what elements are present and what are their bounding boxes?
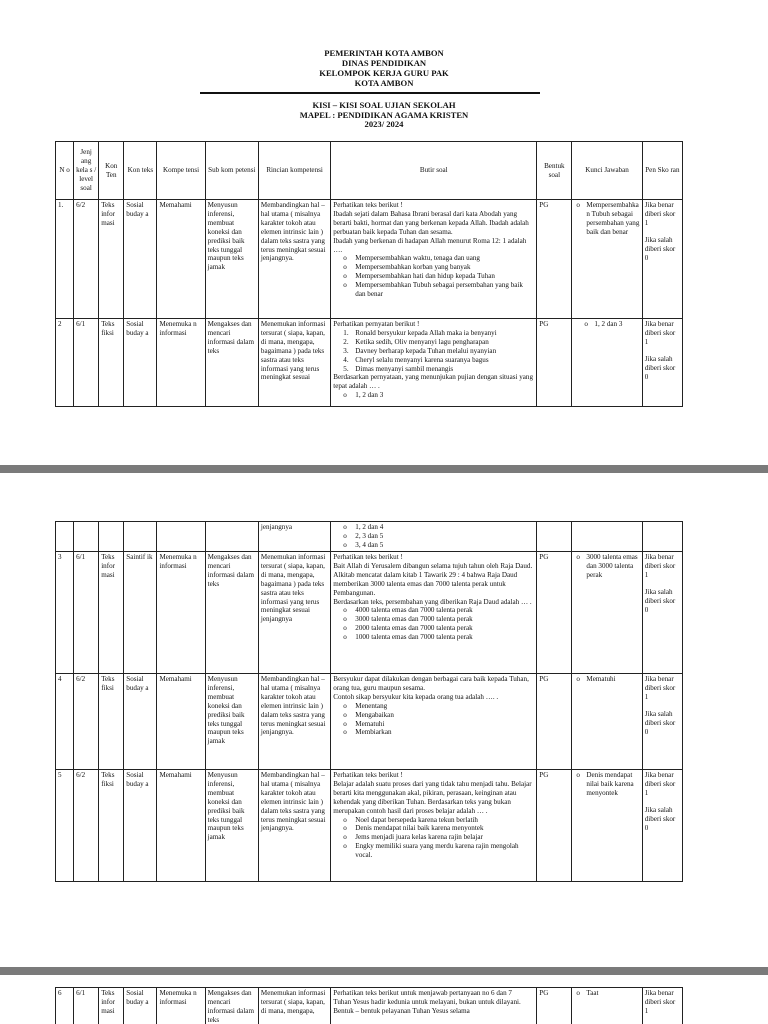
answer-options [333, 702, 534, 738]
cell-kompetensi: Memahami [157, 674, 205, 770]
answer-option: o Mematuhi [343, 720, 534, 729]
col-header-konteks: Kon teks [124, 142, 157, 200]
score-rule-correct: Jika benar diberi skor 1 [644, 320, 676, 346]
cell-butir-soal [331, 552, 537, 674]
cell-konten: Teks fiksi [99, 319, 124, 407]
cell-kompetensi: Menemuka n informasi [157, 319, 205, 407]
score-rule-wrong: Jika salah diberi skor 0 [644, 587, 676, 614]
answer-options [333, 816, 534, 861]
cell-jenjang: 6/2 [74, 674, 99, 770]
question-line: Perhatikan pernyatan berikut ! [333, 320, 420, 328]
answer-option: o 3, 4 dan 5 [343, 541, 534, 550]
table-row [56, 200, 683, 319]
answer-key: o 1, 2 dan 3 [582, 320, 639, 329]
cell-jenjang: 6/1 [74, 319, 99, 407]
question-line: Bersyukur dapat dilakukan dengan berbagai cara baik kepada Tuhan, orang tua, guru maupun sesama. [333, 675, 529, 692]
cell-butir-soal [331, 988, 537, 1024]
cell-rincian: jenjangnya [258, 522, 330, 552]
col-header-kompetensi: Kompe tensi [157, 142, 205, 200]
cell-penskoran [642, 988, 682, 1024]
answer-option: o Denis mendapat nilai baik karena menyontek [343, 824, 534, 833]
cell-kunci-jawaban [572, 200, 642, 319]
answer-option: o 2000 talenta emas dan 7000 talenta perak [343, 624, 534, 633]
answer-options [333, 523, 534, 550]
cell-konten: Teks fiksi [99, 770, 124, 882]
answer-key: o Mematuhi [574, 675, 639, 684]
col-header-rincian: Rincian kompetensi [258, 142, 330, 200]
answer-option: o Noel dapat bersepeda karena tekun berlatih [343, 816, 534, 825]
cell-butir-soal [331, 200, 537, 319]
cell-kunci-jawaban [572, 552, 642, 674]
cell-bentuk-soal: PG [537, 552, 572, 674]
cell-butir-soal [331, 674, 537, 770]
cell-konten: Teks infor masi [99, 552, 124, 674]
answer-option: o 4000 talenta emas dan 7000 talenta perak [343, 606, 534, 615]
cell-konten: Teks fiksi [99, 674, 124, 770]
cell-jenjang: 6/2 [74, 200, 99, 319]
cell-konteks: Sosial buday a [124, 770, 157, 882]
col-header-kunci-jawaban: Kunci Jawaban [572, 142, 642, 200]
answer-option: o Mempersembahkan korban yang banyak [343, 263, 534, 272]
cell-subkompetensi: Menyusun inferensi, membuat koneksi dan prediksi baik teks tunggal maupun teks jamak [205, 200, 258, 319]
cell-butir-soal [331, 770, 537, 882]
cell-subkompetensi: Menyusun inferensi, membuat koneksi dan prediksi baik teks tunggal maupun teks jamak [205, 770, 258, 882]
cell-subkompetensi: Mengakses dan mencari informasi dalam teks [205, 552, 258, 674]
score-rule-wrong: Jika salah diberi skor 0 [644, 709, 676, 736]
document-page-2 [0, 473, 768, 967]
col-header-jenjang: Jenj ang kela s / level soal [74, 142, 99, 200]
cell-subkompetensi: Mengakses dan mencari informasi dalam teks [205, 988, 258, 1024]
question-line: Bait Allah di Yerusalem dibangun selama tujuh tahun oleh Raja Daud. Alkitab mencatat dalam kitab 1 Tawarik 29 : 4 bahwa Raja Daud memberikan 3000 talenta emas dan 7000 talenta perak untuk Pembangunan. [333, 561, 533, 597]
statement-item: 2. Ketika sedih, Oliv menyanyi lagu pengharapan [343, 337, 489, 346]
cell-subkompetensi: Menyusun inferensi, membuat koneksi dan prediksi baik teks tunggal maupun teks jamak [205, 674, 258, 770]
score-rule-wrong: Jika salah diberi skor 0 [644, 805, 676, 832]
cell-konten: Teks infor masi [99, 200, 124, 319]
kisi-table-page-3 [55, 987, 683, 1024]
answer-option: o Membiarkan [343, 728, 534, 737]
cell-penskoran [642, 200, 682, 319]
cell-bentuk-soal: PG [537, 674, 572, 770]
cell-jenjang: 6/2 [74, 770, 99, 882]
score-rule-wrong: Jika salah diberi skor 0 [644, 235, 676, 262]
header-line-group: KELOMPOK KERJA GURU PAK [319, 68, 449, 78]
question-line: Contoh sikap bersyukur kita kepada orang tua adalah …. . [333, 692, 499, 701]
answer-options [333, 391, 534, 400]
statement-item: 3. Davney berharap kepada Tuhan melalui nyanyian [343, 346, 497, 355]
answer-option: o Mempersembahkan Tubuh sebagai persembahan yang baik dan benar [343, 281, 534, 299]
cell-jenjang: 6/1 [74, 552, 99, 674]
col-header-penskoran: Pen Sko ran [642, 142, 682, 200]
cell-rincian: Membandingkan hal – hal utama ( misalnya karakter tokoh atau elemen intrinsic lain ) dalam teks sastra yang terus meningkat sesuai jenjangnya. [258, 674, 330, 770]
cell-bentuk-soal: PG [537, 988, 572, 1024]
cell-konten: Teks infor masi [99, 988, 124, 1024]
header-line-department: DINAS PENDIDIKAN [341, 58, 427, 68]
answer-option: o 1, 2 dan 4 [343, 523, 534, 532]
question-line: Ibadah sejati dalam Bahasa Ibrani berasal dari kata Abodah yang berarti bakti, hormat dan yang berkenan kepada Allah. Ibadah adalah perbuatan baik kepada Tuhan dan sesama. [333, 209, 529, 236]
cell-no: 6 [56, 988, 74, 1024]
score-rule-correct: Jika benar diberi skor 1 [644, 201, 676, 227]
question-line: Perhatikan teks berikut ! [333, 553, 403, 561]
question-line: Berdasarkan pernyataan, yang menunjukan pujian dengan situasi yang tepat adalah … . [333, 373, 534, 391]
document-page-3 [0, 975, 768, 1024]
cell-konteks: Sosial buday a [124, 674, 157, 770]
cell-bentuk-soal: PG [537, 770, 572, 882]
answer-option: o Mempersembahkan waktu, tenaga dan uang [343, 254, 534, 263]
answer-option: o 2, 3 dan 5 [343, 532, 534, 541]
col-header-konten: Kon Ten [99, 142, 124, 200]
answer-key: o Taat [574, 989, 639, 998]
answer-option: o Mempersembahkan hati dan hidup kepada Tuhan [343, 272, 534, 281]
answer-option: o Engky memiliki suara yang merdu karena rajin mengolah vocal. [343, 842, 534, 860]
score-rule-correct: Jika benar diberi skor 1 [644, 989, 676, 1015]
table-row-continuation [56, 522, 683, 552]
kisi-table-page-2 [55, 521, 683, 882]
cell-kunci-jawaban [572, 988, 642, 1024]
cell-konteks: Sosial buday a [124, 988, 157, 1024]
table-row [56, 319, 683, 407]
header-line-city: KOTA AMBON [354, 78, 414, 88]
score-rule-wrong: Jika salah diberi skor 0 [644, 354, 676, 381]
document-header [0, 48, 768, 88]
cell-butir-soal [331, 522, 537, 552]
document-page-1 [0, 0, 768, 465]
score-rule-correct: Jika benar diberi skor 1 [644, 771, 676, 797]
statement-item: 5. Dimas menyanyi sambil menangis [343, 364, 454, 373]
cell-no: 1. [56, 200, 74, 319]
cell-kompetensi: Memahami [157, 770, 205, 882]
table-row [56, 988, 683, 1024]
col-header-bentuk-soal: Bentuk soal [537, 142, 572, 200]
question-line: Ibadah yang berkenan di hadapan Allah menurut Roma 12: 1 adalah …. [333, 236, 527, 254]
table-header-row [56, 142, 683, 200]
cell-no: 4 [56, 674, 74, 770]
cell-no: 3 [56, 552, 74, 674]
cell-penskoran [642, 319, 682, 407]
cell-kunci-jawaban [572, 319, 642, 407]
cell-rincian: Menemukan informasi tersurat ( siapa, kapan, di mana, mengapa, bagaimana ) pada teks sastra atau teks informasi yang terus meningkat sesuai jenjangnya [258, 552, 330, 674]
cell-subkompetensi: Mengakses dan mencari informasi dalam teks [205, 319, 258, 407]
table-row [56, 770, 683, 882]
answer-options [333, 606, 534, 642]
question-line: Perhatikan teks berikut ! [333, 771, 403, 779]
kisi-table-page-1 [55, 141, 683, 407]
cell-kompetensi: Memahami [157, 200, 205, 319]
cell-penskoran [642, 674, 682, 770]
cell-konteks: Saintif ik [124, 552, 157, 674]
cell-penskoran [642, 770, 682, 882]
title-line-exam: KISI – KISI SOAL UJIAN SEKOLAH [312, 100, 456, 110]
cell-bentuk-soal: PG [537, 319, 572, 407]
answer-options [333, 254, 534, 299]
answer-option: o Jems menjadi juara kelas karena rajin belajar [343, 833, 534, 842]
answer-option: o Menentang [343, 702, 534, 711]
cell-bentuk-soal: PG [537, 200, 572, 319]
cell-kompetensi: Menemuka n informasi [157, 988, 205, 1024]
score-rule-correct: Jika benar diberi skor 1 [644, 553, 676, 579]
cell-kunci-jawaban [572, 770, 642, 882]
table-row [56, 552, 683, 674]
answer-key: o 3000 talenta emas dan 3000 talenta perak [574, 553, 639, 580]
document-title [0, 101, 768, 130]
cell-rincian: Membandingkan hal – hal utama ( misalnya karakter tokoh atau elemen intrinsic lain ) dalam teks sastra yang terus meningkat sesuai jenjangnya. [258, 770, 330, 882]
cell-butir-soal [331, 319, 537, 407]
header-divider [200, 92, 540, 94]
question-line: Perhatikan teks berikut untuk menjawab pertanyaan no 6 dan 7 [333, 989, 512, 997]
statement-list [333, 329, 534, 374]
cell-rincian: Membandingkan hal – hal utama ( misalnya karakter tokoh atau elemen intrinsic lain ) dalam teks sastra yang terus meningkat sesuai jenjangnya. [258, 200, 330, 319]
score-rule-correct: Jika benar diberi skor 1 [644, 675, 676, 701]
cell-rincian: Menemukan informasi tersurat ( siapa, kapan, di mana, mengapa, bagaimana ) pada teks sastra atau teks informasi yang terus meningkat sesuai [258, 319, 330, 407]
question-line: Perhatikan teks berikut ! [333, 201, 403, 209]
table-row [56, 674, 683, 770]
cell-penskoran [642, 552, 682, 674]
answer-key: o Denis mendapat nilai baik karena menyontek [574, 771, 639, 798]
cell-no: 5 [56, 770, 74, 882]
title-line-year: 2023/ 2024 [364, 119, 404, 129]
header-line-government: PEMERINTAH KOTA AMBON [324, 48, 444, 58]
title-line-subject: MAPEL : PENDIDIKAN AGAMA KRISTEN [299, 109, 469, 120]
cell-kompetensi: Menemuka n informasi [157, 552, 205, 674]
col-header-butir-soal: Butir soal [331, 142, 537, 200]
question-line: Berdasarkan teks, persembahan yang diberikan Raja Daud adalah … . [333, 597, 532, 606]
cell-jenjang: 6/1 [74, 988, 99, 1024]
cell-konteks: Sosial buday a [124, 319, 157, 407]
col-header-subkompetensi: Sub kom petensi [205, 142, 258, 200]
answer-option: o Mengabaikan [343, 711, 534, 720]
cell-no: 2 [56, 319, 74, 407]
cell-rincian: Menemukan informasi tersurat ( siapa, kapan, di mana, mengapa, [258, 988, 330, 1024]
statement-item: 4. Cheryl selalu menyanyi karena suaranya bagus [343, 355, 489, 364]
answer-option: o 1, 2 dan 3 [343, 391, 534, 400]
answer-option: o 3000 talenta emas dan 7000 talenta perak [343, 615, 534, 624]
col-header-no: N o [56, 142, 74, 200]
statement-item: 1. Ronald bersyukur kepada Allah maka ia benyanyi [343, 328, 497, 337]
question-line: Belajar adalah suatu proses dari yang tidak tahu menjadi tahu. Belajar berarti kita menggunakan akal, pikiran, perasaan, keinginan atau kehendak yang diberikan Tuhan. Berdasarkan teks yang bukan merupakan contoh hasil dari proses belajar adalah … . [333, 779, 532, 815]
cell-konteks: Sosial buday a [124, 200, 157, 319]
answer-key: o Mempersembahkan Tubuh sebagai persembahan yang baik dan benar [574, 201, 639, 237]
answer-option: o 1000 talenta emas dan 7000 talenta perak [343, 633, 534, 642]
cell-kunci-jawaban [572, 674, 642, 770]
question-line: Tuhan Yesus hadir kedunia untuk melayani, bukan untuk dilayani. Bentuk – bentuk pelayanan Tuhan Yesus selama [333, 997, 521, 1015]
